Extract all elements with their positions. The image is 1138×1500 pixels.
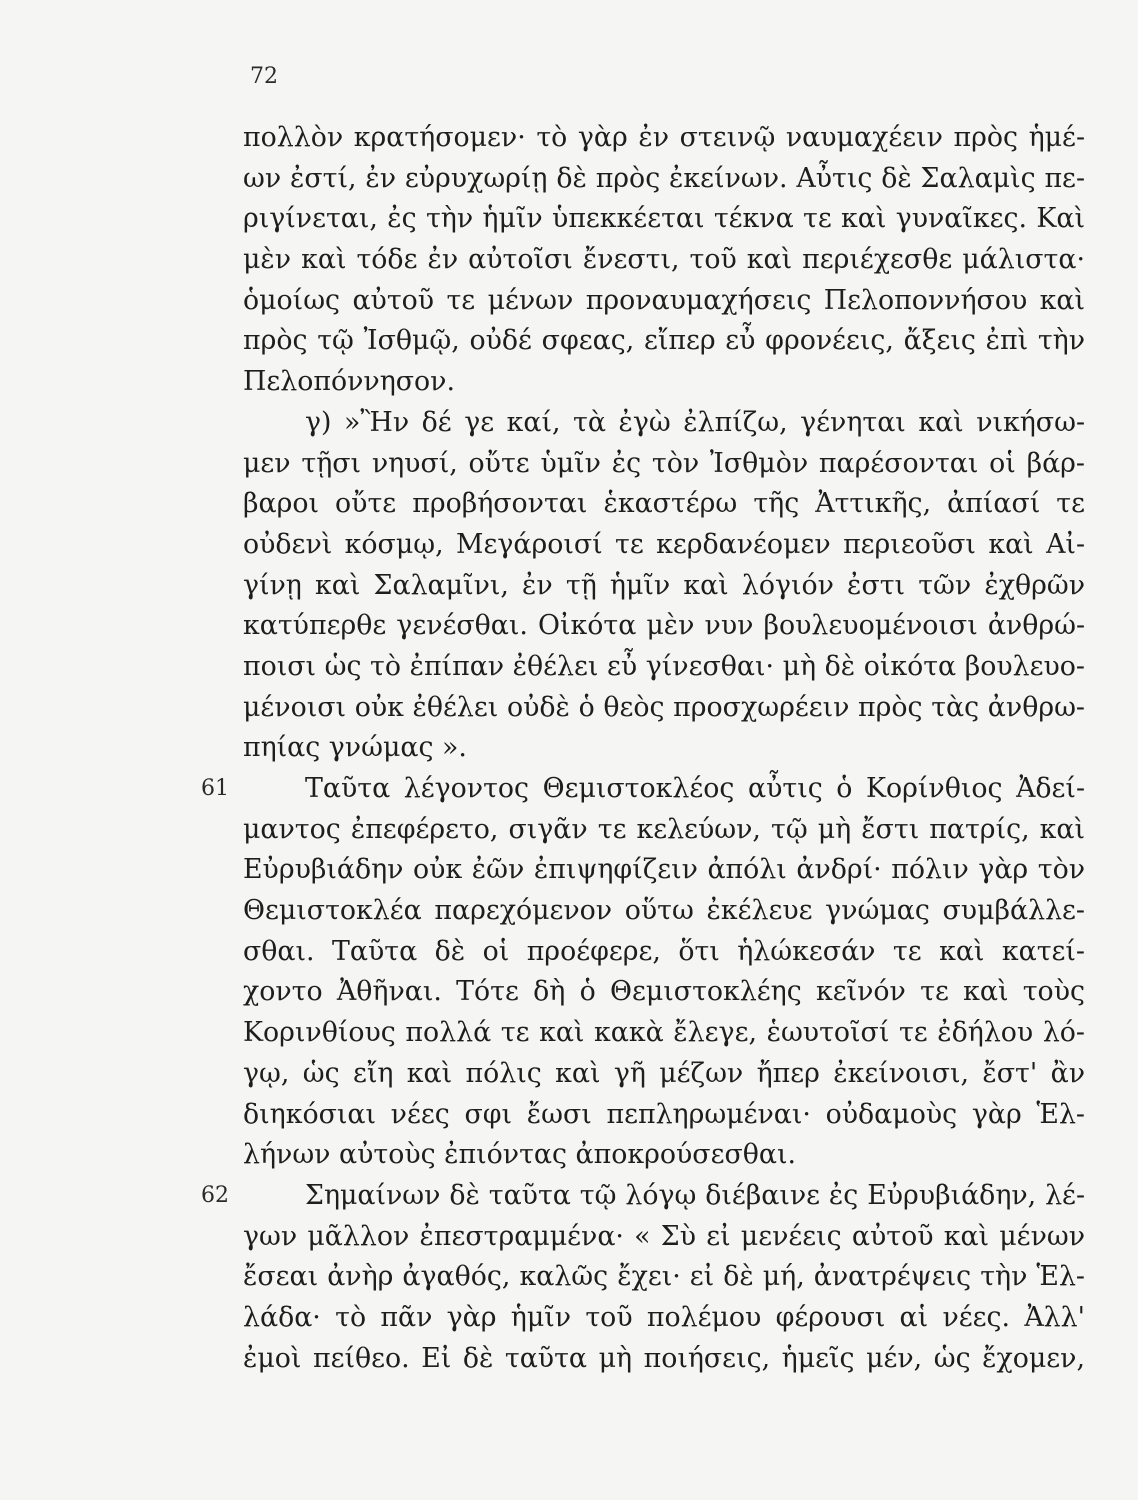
text-line: γ) »Ἢν δέ γε καί, τὰ ἐγὼ ἐλπίζω, γένηται καὶ νικήσω- xyxy=(305,406,1085,438)
text-line: διηκόσιαι νέες σφι ἔωσι πεπληρωμέναι· οὐδαμοὺς γὰρ Ἑλ- xyxy=(243,1098,1085,1130)
section-number: 62 xyxy=(201,1182,229,1208)
body-text xyxy=(201,118,1085,1379)
text-line: ὁμοίως αὐτοῦ τε μένων προναυμαχήσεις Πελοποννήσου καὶ xyxy=(243,284,1085,316)
text-line: λήνων αὐτοὺς ἐπιόντας ἀποκρούσεσθαι. xyxy=(243,1139,796,1171)
text-line: μεν τῇσι νηυσί, οὔτε ὑμῖν ἐς τὸν Ἰσθμὸν παρέσονται οἱ βάρ- xyxy=(243,447,1085,479)
paragraph-section-62 xyxy=(201,1176,1085,1379)
text-line: Θεμιστοκλέα παρεχόμενον οὕτω ἐκέλευε γνώμας συμβάλλε- xyxy=(243,895,1085,927)
paragraph-gamma xyxy=(243,403,1085,769)
text-line: μένοισι οὐκ ἐθέλει οὐδὲ ὁ θεὸς προσχωρέειν πρὸς τὰς ἀνθρω- xyxy=(243,691,1085,723)
section-number: 61 xyxy=(201,776,229,801)
text-line: Πελοπόννησον. xyxy=(243,366,455,398)
text-line: μαντος ἐπεφέρετο, σιγᾶν τε κελεύων, τῷ μὴ ἔστι πατρίς, καὶ xyxy=(243,813,1085,845)
text-line: χοντο Ἀθῆναι. Τότε δὴ ὁ Θεμιστοκλέης κεῖνόν τε καὶ τοὺς xyxy=(243,976,1085,1008)
text-line: γῳ, ὡς εἴη καὶ πόλις καὶ γῆ μέζων ἤπερ ἐκείνοισι, ἔστ' ἂν xyxy=(243,1057,1085,1089)
text-line: μὲν καὶ τόδε ἐν αὐτοῖσι ἔνεστι, τοῦ καὶ περιέχεσθε μάλιστα· xyxy=(243,244,1085,276)
text-line: ἐμοὶ πείθεο. Εἰ δὲ ταῦτα μὴ ποιήσεις, ἡμεῖς μέν, ὡς ἔχομεν, xyxy=(243,1342,1085,1374)
text-line: γων μᾶλλον ἐπεστραμμένα· « Σὺ εἰ μενέεις αὐτοῦ καὶ μένων xyxy=(243,1220,1085,1252)
text-line: ἔσεαι ἀνὴρ ἀγαθός, καλῶς ἔχει· εἰ δὲ μή, ἀνατρέψεις τὴν Ἑλ- xyxy=(243,1261,1085,1293)
paragraph-section-61 xyxy=(201,769,1085,1176)
text-line: πηίας γνώμας ». xyxy=(243,732,467,764)
text-line: πολλὸν κρατήσομεν· τὸ γὰρ ἐν στεινῷ ναυμαχέειν πρὸς ἡμέ- xyxy=(243,122,1085,153)
text-line: κατύπερθε γενέσθαι. Οἰκότα μὲν νυν βουλευομένοισι ἀνθρώ- xyxy=(243,610,1085,642)
text-line: Ταῦτα λέγοντος Θεμιστοκλέος αὖτις ὁ Κορίνθιος Ἀδεί- xyxy=(305,773,1085,804)
text-line: Κορινθίους πολλά τε καὶ κακὰ ἔλεγε, ἑωυτοῖσί τε ἐδήλου λό- xyxy=(243,1017,1085,1049)
text-line: Εὐρυβιάδην οὐκ ἐῶν ἐπιψηφίζειν ἀπόλι ἀνδρί· πόλιν γὰρ τὸν xyxy=(243,854,1085,886)
paragraph-continuation xyxy=(243,118,1085,403)
text-line: λάδα· τὸ πᾶν γὰρ ἡμῖν τοῦ πολέμου φέρουσι αἱ νέες. Ἀλλ' xyxy=(243,1301,1085,1333)
text-line: οὐδενὶ κόσμῳ, Μεγάροισί τε κερδανέομεν περιεοῦσι καὶ Αἰ- xyxy=(243,528,1085,560)
text-line: ριγίνεται, ἐς τὴν ἡμῖν ὑπεκκέεται τέκνα τε καὶ γυναῖκες. Καὶ xyxy=(243,203,1085,235)
text-line: σθαι. Ταῦτα δὲ οἱ προέφερε, ὅτι ἡλώκεσάν τε καὶ κατεί- xyxy=(243,935,1085,967)
text-line: Σημαίνων δὲ ταῦτα τῷ λόγῳ διέβαινε ἐς Εὐρυβιάδην, λέ- xyxy=(305,1179,1085,1211)
page-number: 72 xyxy=(250,64,278,89)
text-line: πρὸς τῷ Ἰσθμῷ, οὐδέ σφεας, εἴπερ εὖ φρονέεις, ἄξεις ἐπὶ τὴν xyxy=(243,325,1085,357)
text-line: ων ἐστί, ἐν εὐρυχωρίῃ δὲ πρὸς ἐκείνων. Αὖτις δὲ Σαλαμὶς πε- xyxy=(243,162,1085,194)
text-line: γίνῃ καὶ Σαλαμῖνι, ἐν τῇ ἡμῖν καὶ λόγιόν ἐστι τῶν ἐχθρῶν xyxy=(243,569,1085,601)
text-line: ποισι ὡς τὸ ἐπίπαν ἐθέλει εὖ γίνεσθαι· μὴ δὲ οἰκότα βουλευο- xyxy=(243,650,1085,682)
text-line: βαροι οὔτε προβήσονται ἑκαστέρω τῆς Ἀττικῆς, ἀπίασί τε xyxy=(243,488,1085,520)
